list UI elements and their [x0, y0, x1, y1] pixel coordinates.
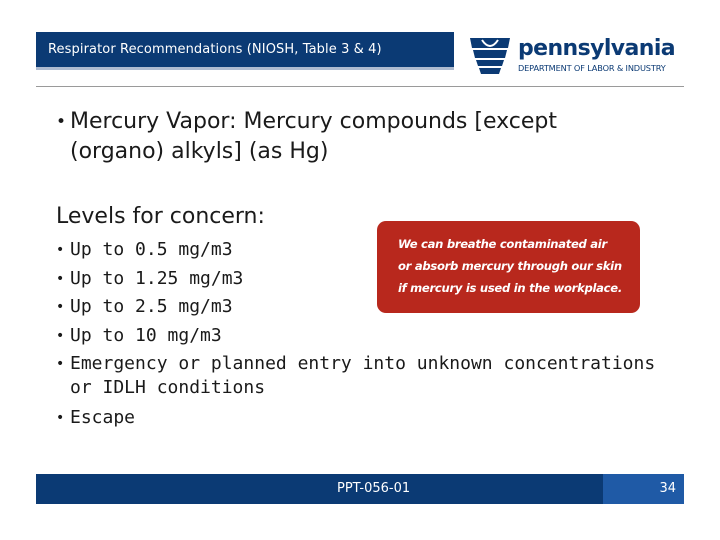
escape-item	[56, 404, 135, 432]
page-number: 34	[659, 481, 676, 496]
bullet-marker: •	[56, 270, 65, 287]
level-text: Emergency or planned entry into unknown concentrations or IDLH conditions	[70, 353, 656, 398]
bullet-marker: •	[56, 242, 65, 258]
bullet-marker: •	[56, 356, 65, 372]
level-text: Up to 1.25 mg/m3	[70, 267, 244, 289]
main-bullet-text: Mercury Vapor: Mercury compounds [except (organo) alkyls] (as Hg)	[70, 109, 557, 164]
level-text: Up to 0.5 mg/m3	[70, 239, 233, 260]
logo-subtitle: DEPARTMENT OF LABOR & INDUSTRY	[518, 63, 666, 73]
bullet-marker: •	[56, 327, 65, 344]
bullet-marker: •	[56, 299, 65, 315]
bullet-marker: •	[56, 410, 65, 426]
keystone-icon	[468, 34, 512, 76]
level-text: Up to 2.5 mg/m3	[70, 296, 233, 317]
levels-heading: Levels for concern:	[56, 204, 265, 229]
list-item	[56, 322, 676, 351]
page-number-box	[603, 474, 684, 504]
document-code: PPT-056-01	[337, 481, 411, 496]
logo-name: pennsylvania	[518, 36, 676, 61]
callout-line: if mercury is used in the workplace.	[398, 281, 622, 295]
bullet-marker: •	[56, 112, 67, 132]
main-bullet	[56, 107, 656, 167]
header-bar	[36, 32, 454, 70]
footer-bar	[36, 474, 684, 504]
level-text: Up to 10 mg/m3	[70, 324, 222, 346]
callout-line: We can breathe contaminated air	[398, 237, 607, 251]
list-item	[56, 352, 676, 400]
callout-line: or absorb mercury through our skin	[398, 259, 622, 273]
header-divider	[36, 86, 684, 87]
pennsylvania-logo	[468, 32, 690, 82]
warning-callout	[377, 221, 640, 313]
escape-text: Escape	[70, 407, 136, 428]
page-title: Respirator Recommendations (NIOSH, Table 3 & 4)	[48, 42, 382, 57]
